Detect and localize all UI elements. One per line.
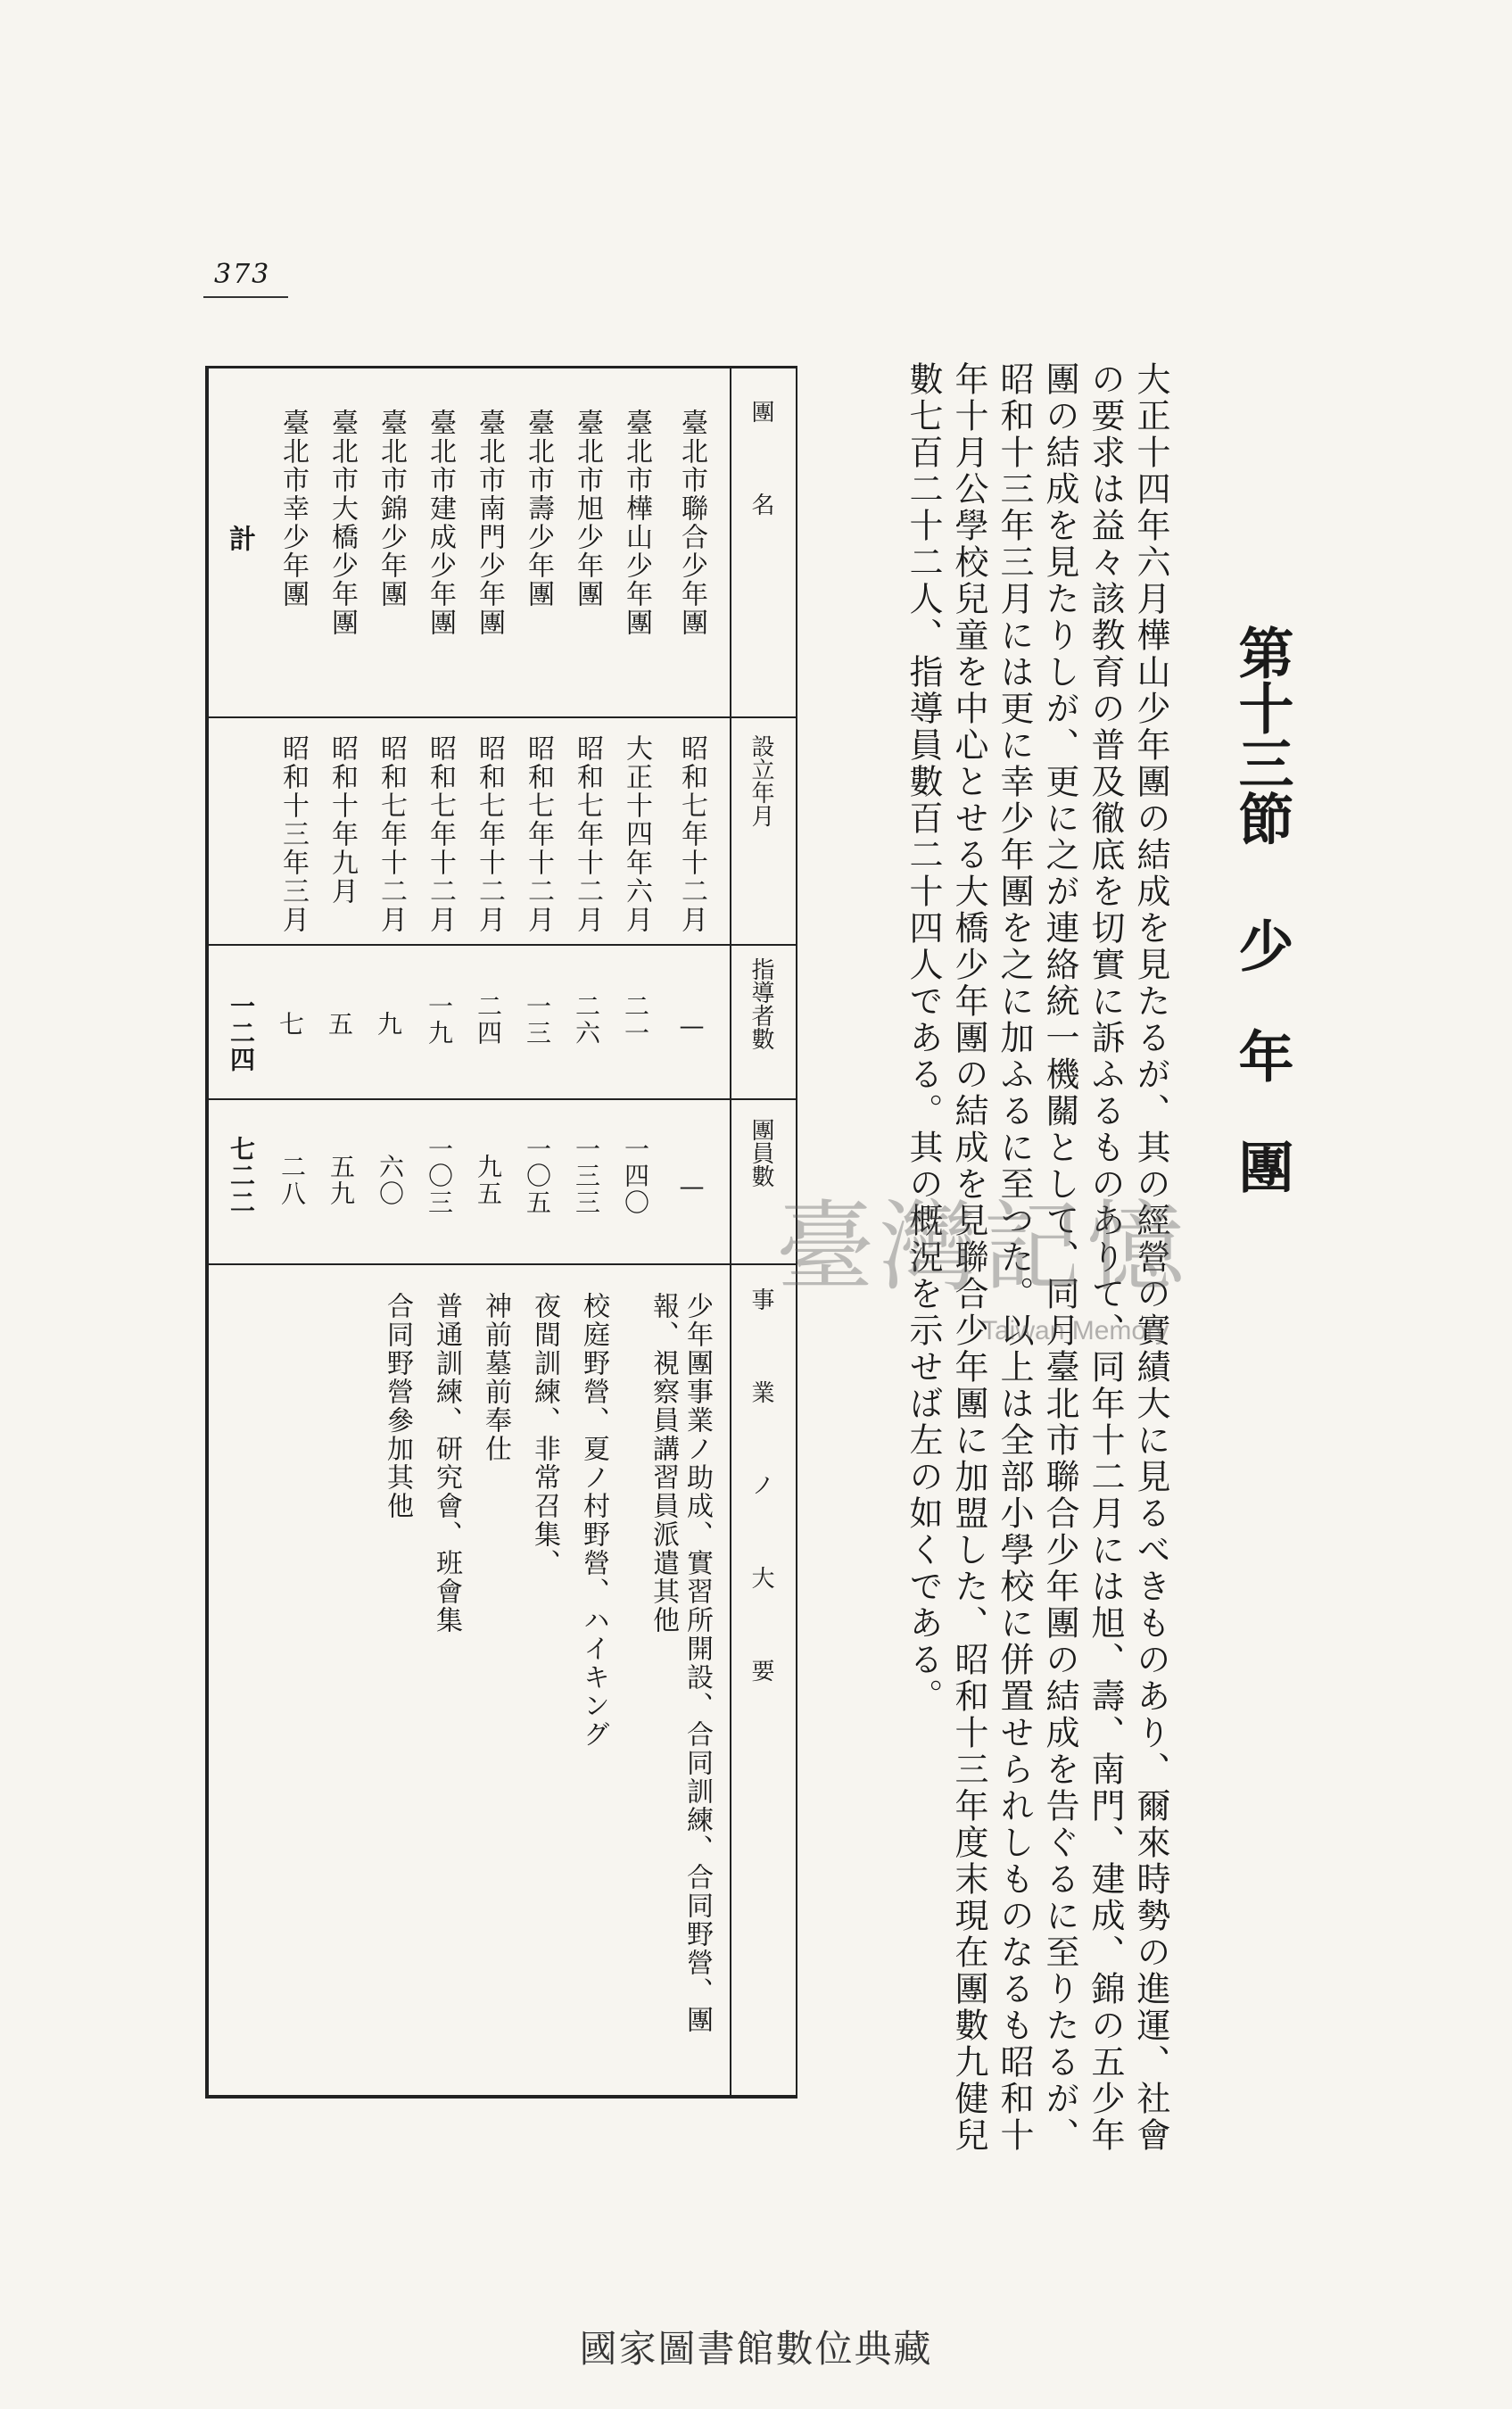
row-name: 臺北市旭少年團 (572, 409, 603, 608)
row-name: 臺北市建成少年團 (425, 409, 456, 637)
row-members: 一三三 (572, 1136, 601, 1216)
row-activities: 普通訓練、研究會、班會集 (431, 1292, 462, 1635)
total-leaders: 一二四 (227, 993, 256, 1073)
body-paragraph: 大正十四年六月樺山少年團の結成を見たるが、其の經營の實績大に見るべきものあり、爾來時勢の進運、社會の要求は益々該教育の普及徹底を切實に訴ふるものありて、同年十二月には旭、壽、南門、建成、錦の五少年團の結成を見たりしが、更に之が連絡統一機關として、同月臺北市聯合少年團の結成を告ぐるに至りたるが、昭和十三年三月には更に幸少年團を之に加ふるに至つた。以上は全部小學校に併置せられしものなるも昭和十年十月公學校兒童を中心とせる大橋少年團の結成を見聯合少年團に加盟した、昭和十三年度末現在團數九健兒數七百二十二人、指導員數百二十四人である。其の概況を示せば左の如くである。 (904, 361, 1170, 2154)
row-activities: 夜間訓練、非常召集、 (529, 1292, 560, 1577)
row-members: 二八 (277, 1154, 307, 1207)
row-leaders: 一三 (523, 993, 552, 1047)
header-founded: 設立年月 (748, 734, 774, 827)
row-leaders: 五 (325, 1011, 354, 1038)
row-leaders: 二四 (474, 993, 503, 1047)
row-members: 五九 (326, 1154, 356, 1207)
header-leaders: 指導者數 (748, 957, 774, 1050)
total-label: 計 (224, 525, 255, 553)
row-name: 臺北市幸少年團 (277, 409, 309, 608)
footer-credit: 國家圖書館數位典藏 (579, 2327, 933, 2371)
row-name: 臺北市樺山少年團 (621, 409, 652, 637)
row-founded: 昭和七年十二月 (676, 734, 707, 934)
page-number: 373 (214, 259, 271, 290)
row-founded: 昭和十年九月 (326, 734, 358, 906)
row-activities: 少年團事業ノ助成、實習所開設、合同訓練、合同野營、團報、視察員講習員派遣其他 (648, 1292, 713, 2034)
row-leaders: 九 (374, 1011, 403, 1038)
row-members: 九五 (474, 1154, 503, 1207)
table-divider (209, 716, 796, 718)
row-name: 臺北市大橋少年團 (326, 409, 358, 637)
section-number: 第十三節 (1229, 625, 1294, 846)
row-members: 六〇 (376, 1154, 405, 1207)
row-leaders: 二六 (572, 993, 601, 1047)
row-members: 一〇三 (425, 1136, 454, 1216)
row-founded: 昭和十三年三月 (277, 734, 309, 934)
row-activities: 神前墓前奉仕 (480, 1292, 511, 1463)
row-members: — (677, 1171, 706, 1203)
row-members: 一〇五 (523, 1136, 552, 1216)
table-divider (209, 944, 796, 946)
row-leaders: 二一 (621, 993, 650, 1047)
header-name: 團 名 (748, 400, 774, 516)
table-divider (209, 1098, 796, 1100)
row-name: 臺北市錦少年團 (376, 409, 407, 608)
header-members: 團員數 (748, 1118, 774, 1188)
watermark: 臺灣記憶 (776, 1190, 1190, 1304)
row-name: 臺北市壽少年團 (523, 409, 554, 608)
row-name: 臺北市南門少年團 (474, 409, 505, 637)
row-founded: 昭和七年十二月 (572, 734, 603, 934)
watermark-subtitle: Taiwan Memory (981, 1316, 1169, 1345)
row-founded: 大正十四年六月 (621, 734, 652, 934)
row-activities: 校庭野營、夏ノ村野營、ハイキング (578, 1292, 609, 1749)
row-leaders: 七 (276, 1011, 305, 1038)
section-title: 少 年 團 (1229, 917, 1294, 1194)
table-divider (209, 1263, 796, 1265)
total-members: 七二二 (227, 1136, 256, 1216)
row-founded: 昭和七年十二月 (376, 734, 407, 934)
header-activities: 事 業 ノ 大 要 (748, 1287, 774, 1705)
row-founded: 昭和七年十二月 (474, 734, 505, 934)
youth-group-table (205, 366, 797, 2099)
row-leaders: — (677, 1011, 706, 1042)
row-activities: 合同野營參加其他 (382, 1292, 413, 1520)
row-members: 一四〇 (621, 1136, 650, 1216)
row-name: 臺北市聯合少年團 (676, 409, 707, 637)
row-founded: 昭和七年十二月 (523, 734, 554, 934)
section-heading (1222, 625, 1301, 1194)
row-leaders: 一九 (425, 993, 454, 1047)
row-founded: 昭和七年十二月 (425, 734, 456, 934)
page-number-rule (203, 296, 288, 298)
